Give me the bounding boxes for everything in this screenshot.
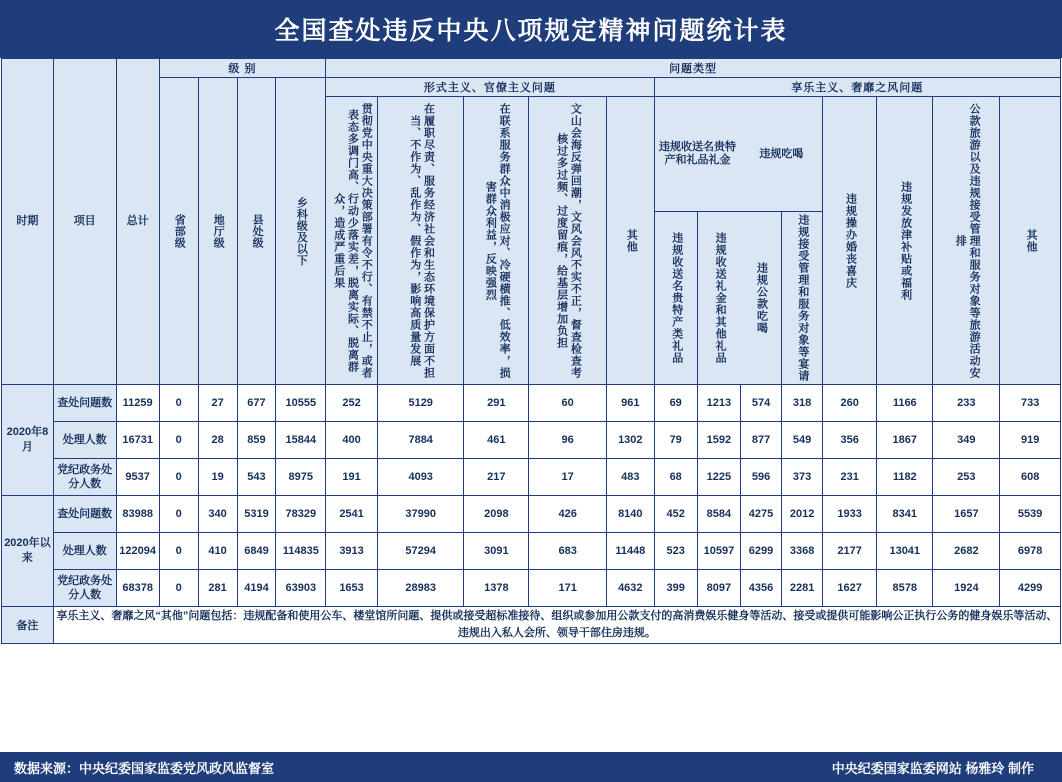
cell-level-1: 0 bbox=[159, 533, 198, 570]
cell-hedonism-1: 452 bbox=[654, 496, 697, 533]
cell-hedonism-3: 4275 bbox=[741, 496, 782, 533]
cell-hedonism-7: 349 bbox=[933, 422, 1000, 459]
cell-total: 83988 bbox=[116, 496, 159, 533]
cell-hedonism-7: 253 bbox=[933, 459, 1000, 496]
header-formalism-col-1: 贯彻党中央重大决策部署有令不行、有禁不止，或者表态多调门高、行动少落实差，脱离实际、脱离群众，造成严重后果 bbox=[326, 97, 378, 385]
cell-formalism-1: 3913 bbox=[326, 533, 378, 570]
cell-formalism-2: 37990 bbox=[377, 496, 463, 533]
header-level-di-ting: 地厅级 bbox=[198, 78, 237, 385]
cell-hedonism-1: 68 bbox=[654, 459, 697, 496]
cell-level-3: 543 bbox=[237, 459, 276, 496]
cell-level-2: 281 bbox=[198, 570, 237, 607]
cell-hedonism-2: 8097 bbox=[697, 570, 740, 607]
cell-level-2: 27 bbox=[198, 385, 237, 422]
cell-hedonism-6: 8578 bbox=[877, 570, 933, 607]
header-hedonism-eat-col-1: 违规公款吃喝 bbox=[741, 212, 782, 385]
cell-hedonism-5: 1933 bbox=[823, 496, 877, 533]
footer-bar bbox=[0, 752, 1062, 782]
cell-hedonism-6: 13041 bbox=[877, 533, 933, 570]
cell-formalism-1: 400 bbox=[326, 422, 378, 459]
note-text: 享乐主义、奢靡之风“其他”问题包括：违规配备和使用公车、楼堂馆所问题、提供或接受超标准接待、组织或参加用公款支付的高消费娱乐健身等活动、接受或提供可能影响公正执行公务的健身娱乐等活动、违规出入私人会所、领导干部住房违规。 bbox=[53, 607, 1060, 644]
footer-source: 数据来源：中央纪委国家监委党风政风监督室 bbox=[14, 760, 275, 776]
header-hedonism-gift-group: 违规收送名贵特产和礼品礼金 bbox=[655, 97, 741, 212]
row-label-1-1: 查处问题数 bbox=[53, 385, 116, 422]
cell-hedonism-5: 231 bbox=[823, 459, 877, 496]
cell-level-3: 4194 bbox=[237, 570, 276, 607]
cell-formalism-3: 3091 bbox=[464, 533, 529, 570]
cell-hedonism-1: 523 bbox=[654, 533, 697, 570]
cell-formalism-1: 1653 bbox=[326, 570, 378, 607]
header-formalism-col-5: 其他 bbox=[607, 97, 655, 385]
header-formalism-col-3: 在联系服务群众中消极应对、冷硬横推、低效率，损害群众利益，反映强烈 bbox=[464, 97, 529, 385]
cell-formalism-4: 96 bbox=[529, 422, 607, 459]
cell-hedonism-3: 877 bbox=[741, 422, 782, 459]
cell-level-2: 340 bbox=[198, 496, 237, 533]
cell-hedonism-8: 4299 bbox=[1000, 570, 1061, 607]
cell-hedonism-1: 399 bbox=[654, 570, 697, 607]
header-hedonism-gift-col-1: 违规收送名贵特产类礼品 bbox=[655, 212, 698, 385]
cell-level-1: 0 bbox=[159, 459, 198, 496]
cell-hedonism-5: 2177 bbox=[823, 533, 877, 570]
cell-hedonism-1: 69 bbox=[654, 385, 697, 422]
row-label-2-1: 查处问题数 bbox=[53, 496, 116, 533]
cell-formalism-4: 171 bbox=[529, 570, 607, 607]
row-label-1-3: 党纪政务处分人数 bbox=[53, 459, 116, 496]
header-total: 总计 bbox=[116, 59, 159, 385]
cell-level-1: 0 bbox=[159, 422, 198, 459]
header-formalism-col-2: 在履职尽责、服务经济社会和生态环境保护方面不担当、不作为、乱作为、假作为，影响高质量发展 bbox=[377, 97, 463, 385]
cell-hedonism-8: 919 bbox=[1000, 422, 1061, 459]
header-period: 时期 bbox=[2, 59, 54, 385]
cell-hedonism-7: 233 bbox=[933, 385, 1000, 422]
cell-level-2: 28 bbox=[198, 422, 237, 459]
cell-hedonism-8: 608 bbox=[1000, 459, 1061, 496]
header-formalism-col-4: 文山会海反弹回潮，文风会风不实不正，督查检查考核过多过频、过度留痕，给基层增加负担 bbox=[529, 97, 607, 385]
cell-hedonism-4: 373 bbox=[782, 459, 823, 496]
row-period-1: 2020年8月 bbox=[2, 385, 54, 496]
cell-hedonism-4: 2281 bbox=[782, 570, 823, 607]
cell-total: 122094 bbox=[116, 533, 159, 570]
cell-formalism-1: 252 bbox=[326, 385, 378, 422]
cell-hedonism-5: 1627 bbox=[823, 570, 877, 607]
statistics-table bbox=[1, 58, 1061, 644]
header-formalism-group: 形式主义、官僚主义问题 bbox=[326, 78, 654, 97]
cell-formalism-5: 961 bbox=[607, 385, 655, 422]
cell-hedonism-6: 1182 bbox=[877, 459, 933, 496]
cell-formalism-5: 4632 bbox=[607, 570, 655, 607]
note-row bbox=[2, 607, 1061, 644]
header-project: 项目 bbox=[53, 59, 116, 385]
header-hedonism-col-other: 其他 bbox=[1000, 97, 1061, 385]
cell-level-1: 0 bbox=[159, 385, 198, 422]
cell-formalism-5: 11448 bbox=[607, 533, 655, 570]
cell-level-4: 8975 bbox=[276, 459, 326, 496]
cell-formalism-4: 17 bbox=[529, 459, 607, 496]
cell-level-2: 19 bbox=[198, 459, 237, 496]
header-hedonism-col-travel: 公款旅游以及违规接受管理和服务对象等旅游活动安排 bbox=[933, 97, 1000, 385]
cell-hedonism-4: 549 bbox=[782, 422, 823, 459]
cell-hedonism-8: 733 bbox=[1000, 385, 1061, 422]
cell-hedonism-2: 1213 bbox=[697, 385, 740, 422]
table-row bbox=[2, 422, 1061, 459]
cell-hedonism-7: 2682 bbox=[933, 533, 1000, 570]
cell-hedonism-8: 6978 bbox=[1000, 533, 1061, 570]
cell-hedonism-6: 8341 bbox=[877, 496, 933, 533]
cell-formalism-3: 217 bbox=[464, 459, 529, 496]
cell-level-4: 78329 bbox=[276, 496, 326, 533]
table-row bbox=[2, 570, 1061, 607]
cell-total: 68378 bbox=[116, 570, 159, 607]
header-hedonism-group: 享乐主义、奢靡之风问题 bbox=[654, 78, 1060, 97]
header-problem-type-group: 问题类型 bbox=[326, 59, 1061, 78]
cell-hedonism-2: 1225 bbox=[697, 459, 740, 496]
page-title: 全国查处违反中央八项规定精神问题统计表 bbox=[274, 16, 788, 45]
table-row bbox=[2, 385, 1061, 422]
header-hedonism-eat-col-2: 违规接受管理和服务对象等宴请 bbox=[781, 212, 822, 385]
cell-formalism-5: 8140 bbox=[607, 496, 655, 533]
cell-level-3: 859 bbox=[237, 422, 276, 459]
title-bar bbox=[0, 0, 1062, 58]
cell-level-4: 114835 bbox=[276, 533, 326, 570]
cell-formalism-1: 191 bbox=[326, 459, 378, 496]
cell-hedonism-6: 1166 bbox=[877, 385, 933, 422]
note-label: 备注 bbox=[2, 607, 54, 644]
cell-level-1: 0 bbox=[159, 496, 198, 533]
cell-formalism-3: 2098 bbox=[464, 496, 529, 533]
cell-hedonism-5: 356 bbox=[823, 422, 877, 459]
cell-hedonism-7: 1924 bbox=[933, 570, 1000, 607]
cell-formalism-4: 683 bbox=[529, 533, 607, 570]
cell-formalism-4: 60 bbox=[529, 385, 607, 422]
cell-level-3: 5319 bbox=[237, 496, 276, 533]
cell-total: 16731 bbox=[116, 422, 159, 459]
cell-hedonism-1: 79 bbox=[654, 422, 697, 459]
cell-hedonism-3: 596 bbox=[741, 459, 782, 496]
cell-formalism-2: 7884 bbox=[377, 422, 463, 459]
row-label-1-2: 处理人数 bbox=[53, 422, 116, 459]
cell-formalism-3: 291 bbox=[464, 385, 529, 422]
cell-hedonism-2: 10597 bbox=[697, 533, 740, 570]
cell-total: 9537 bbox=[116, 459, 159, 496]
cell-level-3: 6849 bbox=[237, 533, 276, 570]
cell-hedonism-8: 5539 bbox=[1000, 496, 1061, 533]
footer-credit: 中央纪委国家监委网站 杨雅玲 制作 bbox=[831, 760, 1034, 776]
header-hedonism-col-wedding: 违规操办婚丧喜庆 bbox=[823, 97, 877, 385]
cell-hedonism-3: 574 bbox=[741, 385, 782, 422]
cell-total: 11259 bbox=[116, 385, 159, 422]
table-row bbox=[2, 533, 1061, 570]
header-hedonism-col-allowance: 违规发放津补贴或福利 bbox=[877, 97, 933, 385]
cell-hedonism-7: 1657 bbox=[933, 496, 1000, 533]
header-level-xiang-ke: 乡科级及以下 bbox=[276, 78, 326, 385]
cell-formalism-3: 461 bbox=[464, 422, 529, 459]
cell-hedonism-4: 3368 bbox=[782, 533, 823, 570]
cell-hedonism-2: 1592 bbox=[697, 422, 740, 459]
cell-level-4: 15844 bbox=[276, 422, 326, 459]
cell-formalism-4: 426 bbox=[529, 496, 607, 533]
cell-hedonism-5: 260 bbox=[823, 385, 877, 422]
table-row bbox=[2, 459, 1061, 496]
cell-hedonism-3: 4356 bbox=[741, 570, 782, 607]
row-label-2-2: 处理人数 bbox=[53, 533, 116, 570]
cell-formalism-2: 28983 bbox=[377, 570, 463, 607]
cell-formalism-3: 1378 bbox=[464, 570, 529, 607]
cell-level-4: 10555 bbox=[276, 385, 326, 422]
row-label-2-3: 党纪政务处分人数 bbox=[53, 570, 116, 607]
header-hedonism-eat-group: 违规吃喝 bbox=[741, 97, 823, 212]
cell-formalism-5: 1302 bbox=[607, 422, 655, 459]
cell-level-3: 677 bbox=[237, 385, 276, 422]
cell-level-4: 63903 bbox=[276, 570, 326, 607]
row-period-2: 2020年以来 bbox=[2, 496, 54, 607]
cell-hedonism-2: 8584 bbox=[697, 496, 740, 533]
header-hedonism-gift-col-2: 违规收送礼金和其他礼品 bbox=[698, 212, 741, 385]
cell-formalism-2: 57294 bbox=[377, 533, 463, 570]
header-level-group: 级 别 bbox=[159, 59, 325, 78]
table-row bbox=[2, 496, 1061, 533]
cell-hedonism-4: 318 bbox=[782, 385, 823, 422]
cell-formalism-5: 483 bbox=[607, 459, 655, 496]
cell-hedonism-4: 2012 bbox=[782, 496, 823, 533]
header-level-sheng-bu: 省部级 bbox=[159, 78, 198, 385]
cell-formalism-1: 2541 bbox=[326, 496, 378, 533]
cell-level-2: 410 bbox=[198, 533, 237, 570]
cell-hedonism-3: 6299 bbox=[741, 533, 782, 570]
cell-hedonism-6: 1867 bbox=[877, 422, 933, 459]
cell-level-1: 0 bbox=[159, 570, 198, 607]
cell-formalism-2: 4093 bbox=[377, 459, 463, 496]
header-level-xian-chu: 县处级 bbox=[237, 78, 276, 385]
cell-formalism-2: 5129 bbox=[377, 385, 463, 422]
